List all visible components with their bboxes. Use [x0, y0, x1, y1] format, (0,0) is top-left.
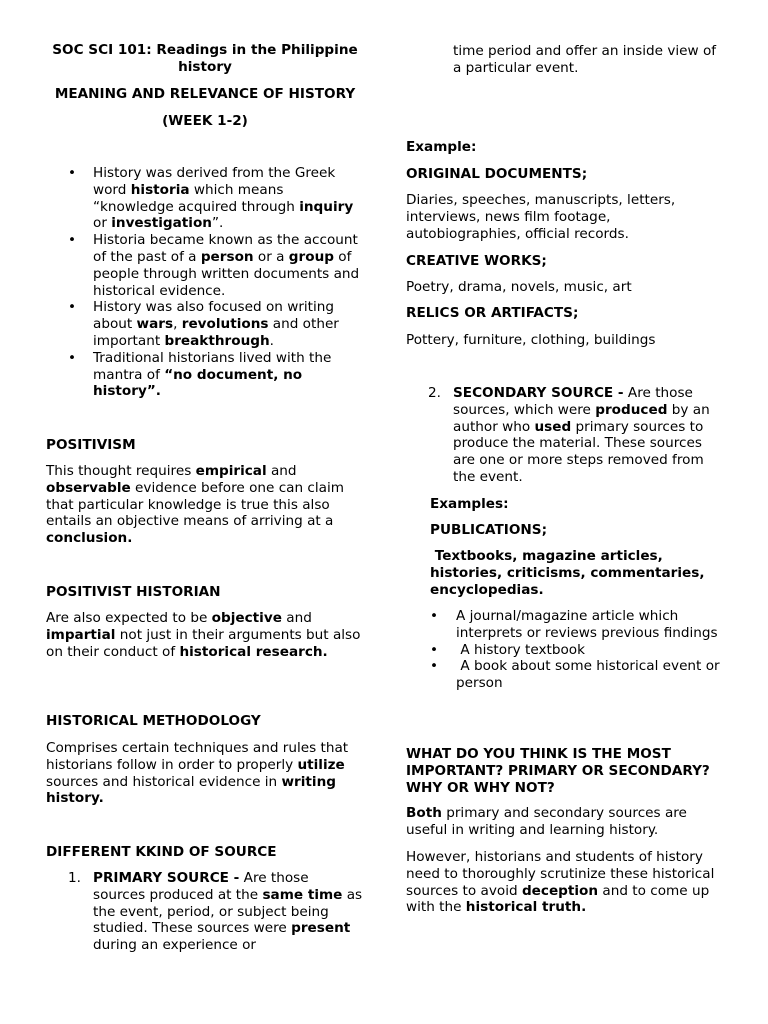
list-item: • History was also focused on writing about wars, revolutions and other important breakthrough.: [68, 299, 339, 349]
primary-source-item: [46, 870, 364, 954]
primary-source-continued: time period and offer an inside view of a particular event.: [453, 43, 717, 76]
examples-label: Examples:: [430, 496, 509, 512]
list-item: • A journal/magazine article which interprets or reviews previous findings: [430, 608, 718, 641]
history-bullet-list: [46, 165, 364, 400]
publications-text: Textbooks, magazine articles, histories, criticisms, commentaries, encyclopedias.: [430, 548, 710, 598]
publications-bullet-list: [406, 608, 728, 692]
list-item: • History was derived from the Greek word historia which means “knowledge acquired through inquiry or investigation”.: [68, 165, 354, 232]
bullet-icon: •: [68, 232, 77, 249]
list-item: • Historia became known as the account of the past of a person or a group of people through written documents and historical evidence.: [68, 232, 360, 299]
list-item: • A history textbook: [430, 641, 585, 658]
main-heading: MEANING AND RELEVANCE OF HISTORY: [54, 86, 356, 102]
answer-paragraph-1: Both primary and secondary sources are useful in writing and learning history.: [406, 805, 687, 838]
positivist-historian-text: Are also expected to be objective and impartial not just in their arguments but also on their conduct of historical research.: [46, 610, 361, 660]
creative-works-text: Poetry, drama, novels, music, art: [406, 279, 632, 295]
positivism-text: This thought requires empirical and observable evidence before one can claim that particular knowledge is true this also entails an objective means of arriving at a conclusion.: [46, 463, 345, 547]
relics-text: Pottery, furniture, clothing, buildings: [406, 332, 656, 348]
week-label: (WEEK 1-2): [162, 113, 248, 129]
list-item: • Traditional historians lived with the mantra of “no document, no history”.: [68, 349, 332, 400]
creative-works-heading: CREATIVE WORKS;: [406, 253, 547, 269]
example-label: Example:: [406, 139, 477, 155]
original-documents-text: Diaries, speeches, manuscripts, letters, interviews, news film footage, autobiographies, official records.: [406, 192, 676, 242]
positivism-heading: POSITIVISM: [46, 437, 136, 453]
answer-paragraph-2: However, historians and students of history need to thoroughly scrutinize these historical sources to avoid deception and to come up with the historical truth.: [406, 849, 715, 916]
list-number: 2.: [428, 385, 441, 401]
list-number: 1.: [68, 870, 81, 886]
bullet-icon: •: [68, 165, 77, 181]
question-heading: WHAT DO YOU THINK IS THE MOST IMPORTANT? PRIMARY OR SECONDARY? WHY OR WHY NOT?: [406, 746, 710, 796]
bullet-icon: •: [430, 641, 439, 658]
bullet-icon: •: [68, 299, 77, 316]
course-title: SOC SCI 101: Readings in the Philippine history: [52, 42, 358, 75]
sources-heading: DIFFERENT KKIND OF SOURCE: [46, 844, 277, 860]
secondary-source-item: [406, 385, 728, 486]
relics-heading: RELICS OR ARTIFACTS;: [406, 305, 579, 321]
bullet-icon: •: [68, 349, 77, 366]
methodology-text: Comprises certain techniques and rules that historians follow in order to properly utilize sources and historical evidence in writing history.: [46, 740, 349, 807]
list-item: • A book about some historical event or person: [430, 658, 724, 692]
publications-heading: PUBLICATIONS;: [430, 522, 548, 538]
positivist-historian-heading: POSITIVIST HISTORIAN: [46, 584, 221, 600]
original-documents-heading: ORIGINAL DOCUMENTS;: [406, 166, 588, 182]
methodology-heading: HISTORICAL METHODOLOGY: [46, 713, 261, 729]
primary-source-text: PRIMARY SOURCE - Are those sources produced at the same time as the event, period, or subject being studied. These sources were present during an experience or: [93, 870, 363, 954]
bullet-icon: •: [430, 608, 439, 624]
bullet-icon: •: [430, 658, 439, 675]
secondary-source-text: SECONDARY SOURCE - Are those sources, which were produced by an author who used primary sources to produce the material. These sources are one or more steps removed from the event.: [453, 385, 710, 485]
